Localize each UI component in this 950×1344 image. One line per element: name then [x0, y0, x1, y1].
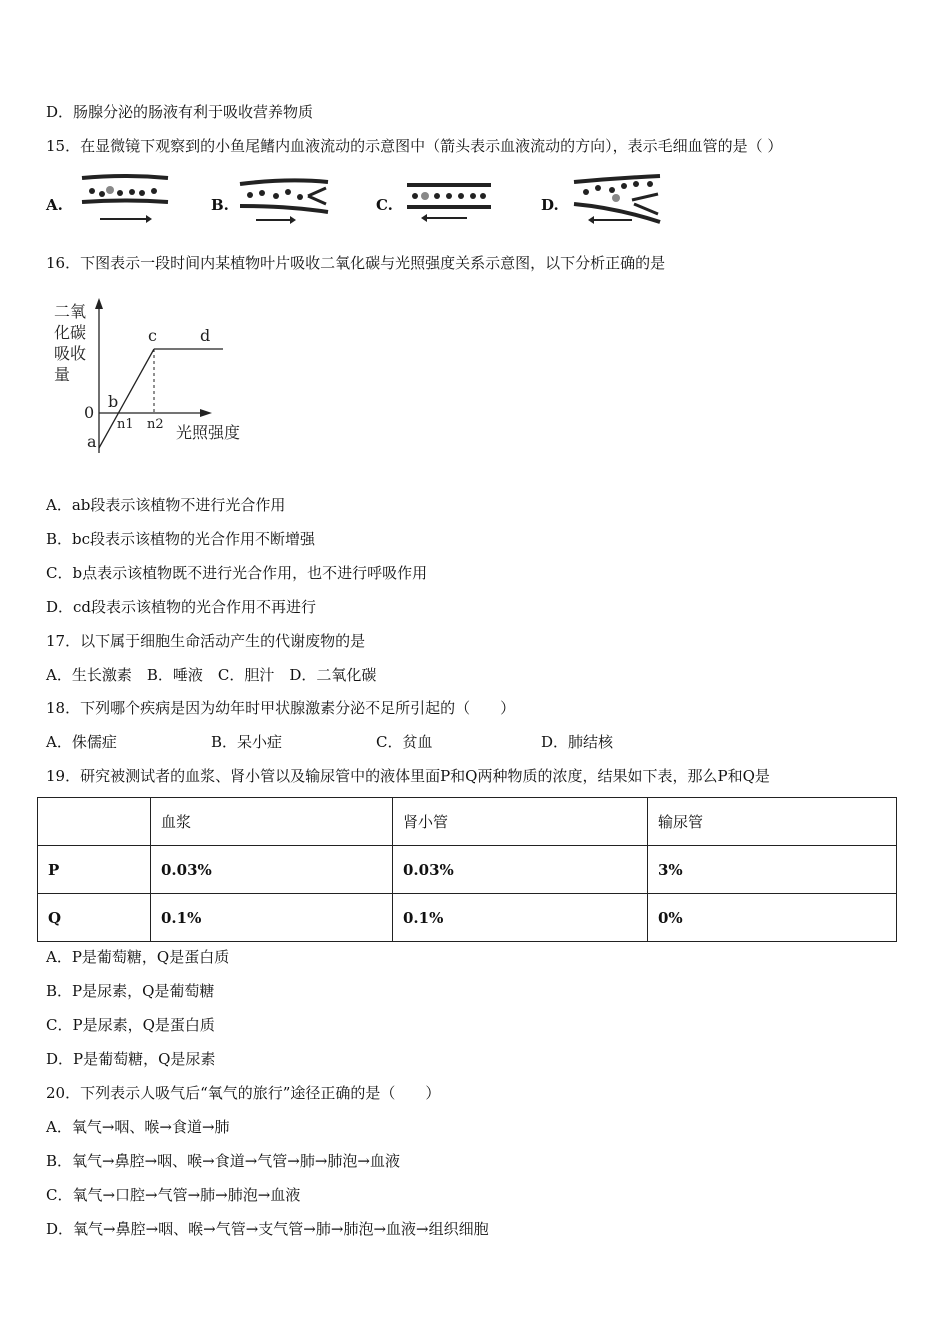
q17-stem: 17．以下属于细胞生命活动产生的代谢废物的是 — [46, 632, 366, 650]
table-header — [38, 798, 151, 846]
capillary-diagram-d — [572, 174, 664, 228]
table-row — [38, 894, 897, 942]
q19-option-d: D．P是葡萄糖，Q是尿素 — [46, 1050, 216, 1068]
q18-option-b: B．呆小症 — [211, 733, 283, 751]
q20-option-c: C．氧气→口腔→气管→肺→肺泡→血液 — [46, 1186, 301, 1204]
q16-stem: 16．下图表示一段时间内某植物叶片吸收二氧化碳与光照强度关系示意图，以下分析正确的是 — [46, 254, 666, 272]
q20-option-a: A．氧气→咽、喉→食道→肺 — [46, 1118, 230, 1136]
table-cell: 0.03% — [151, 846, 393, 894]
tick-n2: n2 — [147, 417, 164, 432]
y-label-1: 二氧 — [54, 302, 87, 321]
table-cell: 0.03% — [393, 846, 648, 894]
table-header: 血浆 — [151, 798, 393, 846]
capillary-diagram-a — [80, 172, 170, 226]
table-header: 输尿管 — [648, 798, 897, 846]
y-label-2: 化碳 — [54, 323, 87, 342]
q20-option-d: D．氧气→鼻腔→咽、喉→气管→支气管→肺→肺泡→血液→组织细胞 — [46, 1220, 489, 1238]
x-axis-label: 光照强度 — [176, 423, 241, 442]
q19-stem: 19．研究被测试者的血浆、肾小管以及输尿管中的液体里面P和Q两种物质的浓度，结果如下表，那么P和Q是 — [46, 767, 770, 785]
q15-label-c: C. — [376, 196, 393, 214]
q15-label-b: B. — [211, 196, 229, 214]
point-b: b — [108, 392, 119, 411]
q18-option-a: A．侏儒症 — [46, 733, 117, 751]
tick-n1: n1 — [117, 417, 134, 432]
q19-option-b: B．P是尿素，Q是葡萄糖 — [46, 982, 215, 1000]
q14-option-d: D．肠腺分泌的肠液有利于吸收营养物质 — [46, 103, 314, 121]
table-header: 肾小管 — [393, 798, 648, 846]
point-d: d — [200, 326, 211, 345]
table-cell: 0% — [648, 894, 897, 942]
table-row — [38, 846, 897, 894]
table-header-row — [38, 798, 897, 846]
q16-option-b: B．bc段表示该植物的光合作用不断增强 — [46, 530, 316, 548]
capillary-diagram-b — [238, 178, 333, 228]
q19-option-a: A．P是葡萄糖，Q是蛋白质 — [46, 948, 230, 966]
y-label-3: 吸收 — [54, 344, 87, 363]
q15-label-d: D. — [541, 196, 559, 214]
table-cell: 0.1% — [393, 894, 648, 942]
q15-stem: 15．在显微镜下观察到的小鱼尾鳍内血液流动的示意图中（箭头表示血液流动的方向），表示毛细血管的是（ ） — [46, 137, 783, 155]
q16-option-c: C．b点表示该植物既不进行光合作用，也不进行呼吸作用 — [46, 564, 428, 582]
table-cell: P — [38, 846, 151, 894]
q18-stem: 18．下列哪个疾病是因为幼年时甲状腺激素分泌不足所引起的（ ） — [46, 699, 516, 717]
q18-option-c: C．贫血 — [376, 733, 433, 751]
table-cell: 0.1% — [151, 894, 393, 942]
q15-label-a: A. — [46, 196, 63, 214]
q20-stem: 20．下列表示人吸气后“氧气的旅行”途径正确的是（ ） — [46, 1084, 441, 1102]
point-a: a — [87, 432, 97, 451]
q19-option-c: C．P是尿素，Q是蛋白质 — [46, 1016, 215, 1034]
table-cell: 3% — [648, 846, 897, 894]
q20-option-b: B．氧气→鼻腔→咽、喉→食道→气管→肺→肺泡→血液 — [46, 1152, 401, 1170]
y-label-4: 量 — [54, 365, 71, 384]
q16-option-a: A．ab段表示该植物不进行光合作用 — [46, 496, 286, 514]
capillary-diagram-c — [405, 180, 495, 226]
table-cell: Q — [38, 894, 151, 942]
point-c: c — [148, 326, 157, 345]
origin-label: 0 — [84, 403, 95, 422]
concentration-table — [37, 797, 897, 942]
q17-options: A．生长激素 B．唾液 C．胆汁 D．二氧化碳 — [46, 666, 377, 684]
q16-option-d: D．cd段表示该植物的光合作用不再进行 — [46, 598, 317, 616]
q18-option-d: D．肺结核 — [541, 733, 614, 751]
co2-light-graph — [50, 295, 250, 455]
